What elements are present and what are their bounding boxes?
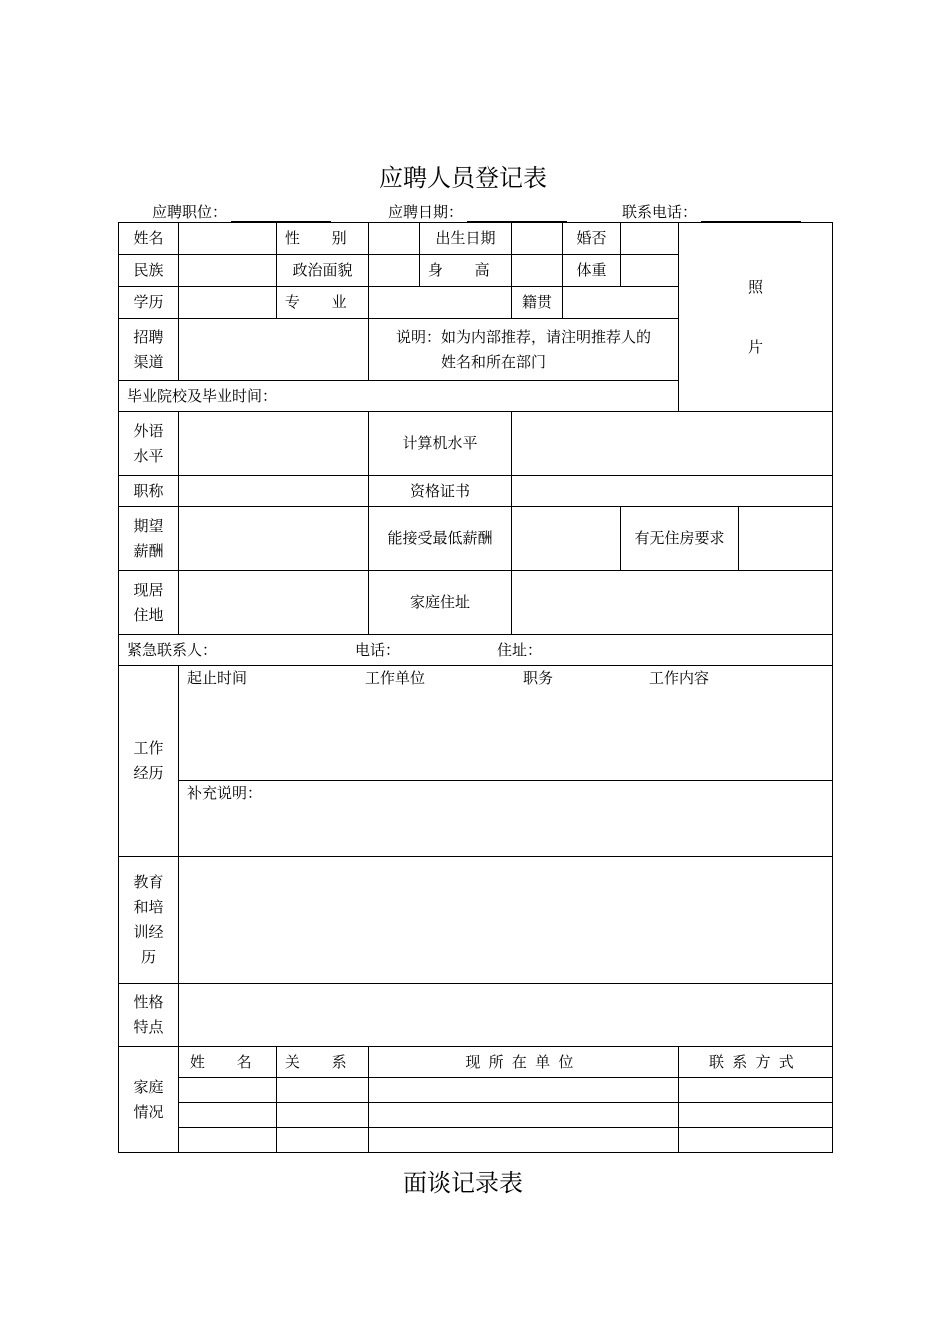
supplement-area[interactable] — [179, 781, 833, 857]
page-title: 应聘人员登记表 — [379, 164, 547, 192]
political-input[interactable] — [369, 255, 420, 287]
position-label: 应聘职位： — [152, 203, 228, 221]
table-row — [119, 1078, 833, 1103]
family-contact-input[interactable] — [679, 1078, 833, 1103]
family-relation-input[interactable] — [277, 1078, 369, 1103]
photo-label-2: 片 — [748, 338, 764, 356]
supplement-label: 补充说明： — [187, 784, 263, 802]
family-name-input[interactable] — [179, 1078, 277, 1103]
gender-label: 性 别 — [277, 223, 369, 255]
marital-label: 婚否 — [563, 223, 621, 255]
work-period-header: 起止时间 — [187, 669, 248, 687]
registration-form — [118, 222, 833, 1153]
family-relation-input[interactable] — [277, 1128, 369, 1153]
family-relation-header: 关 系 — [277, 1047, 369, 1078]
family-contact-input[interactable] — [679, 1128, 833, 1153]
housing-input[interactable] — [739, 507, 833, 571]
education-input[interactable] — [179, 287, 277, 319]
table-row — [119, 1103, 833, 1128]
work-position-header: 职务 — [523, 669, 554, 687]
title-input[interactable] — [179, 476, 369, 507]
family-relation-input[interactable] — [277, 1103, 369, 1128]
personality-label: 性格特点 — [119, 984, 179, 1047]
residence-input[interactable] — [179, 571, 369, 635]
family-name-header: 姓 名 — [179, 1047, 277, 1078]
ethnicity-label: 民族 — [119, 255, 179, 287]
phone-line[interactable] — [701, 206, 801, 222]
channel-note-line-2: 姓名和所在部门 — [440, 352, 546, 371]
work-content-header: 工作内容 — [649, 669, 710, 687]
hometown-label: 籍贯 — [512, 287, 563, 319]
position-field[interactable] — [152, 201, 331, 222]
table-row — [119, 1128, 833, 1153]
language-label: 外语水平 — [119, 412, 179, 476]
home-address-label: 家庭住址 — [369, 571, 512, 635]
major-input[interactable] — [369, 287, 512, 319]
birth-date-input[interactable] — [512, 223, 563, 255]
computer-label: 计算机水平 — [369, 412, 512, 476]
height-input[interactable] — [512, 255, 563, 287]
emergency-phone-label: 电话： — [355, 640, 401, 659]
title-label: 职称 — [119, 476, 179, 507]
language-input[interactable] — [179, 412, 369, 476]
emergency-address-label: 住址： — [497, 640, 543, 659]
family-company-input[interactable] — [369, 1128, 679, 1153]
phone-label: 联系电话： — [622, 203, 698, 221]
emergency-row[interactable] — [119, 635, 833, 666]
family-company-input[interactable] — [369, 1103, 679, 1128]
family-name-input[interactable] — [179, 1128, 277, 1153]
min-salary-input[interactable] — [512, 507, 621, 571]
family-contact-input[interactable] — [679, 1103, 833, 1128]
name-input[interactable] — [179, 223, 277, 255]
photo-box[interactable] — [679, 223, 833, 412]
name-label: 姓名 — [119, 223, 179, 255]
phone-field[interactable] — [622, 201, 801, 222]
work-history-area[interactable] — [179, 666, 833, 781]
housing-label: 有无住房要求 — [621, 507, 739, 571]
family-company-header: 现所在单位 — [369, 1047, 679, 1078]
emergency-contact-label: 紧急联系人： — [127, 640, 218, 659]
photo-label-1: 照 — [748, 278, 764, 296]
expected-salary-input[interactable] — [179, 507, 369, 571]
hometown-input[interactable] — [563, 287, 679, 319]
training-area[interactable] — [179, 857, 833, 984]
date-field[interactable] — [388, 201, 567, 222]
birth-date-label: 出生日期 — [420, 223, 512, 255]
political-label: 政治面貌 — [277, 255, 369, 287]
channel-label: 招聘渠道 — [119, 319, 179, 381]
family-label: 家庭情况 — [119, 1047, 179, 1153]
major-label: 专 业 — [277, 287, 369, 319]
min-salary-label: 能接受最低薪酬 — [369, 507, 512, 571]
date-label: 应聘日期： — [388, 203, 464, 221]
weight-label: 体重 — [563, 255, 621, 287]
family-name-input[interactable] — [179, 1103, 277, 1128]
personality-area[interactable] — [179, 984, 833, 1047]
ethnicity-input[interactable] — [179, 255, 277, 287]
computer-input[interactable] — [512, 412, 833, 476]
work-history-label: 工作经历 — [119, 666, 179, 857]
marital-input[interactable] — [621, 223, 679, 255]
date-line[interactable] — [467, 206, 567, 222]
height-label: 身 高 — [420, 255, 512, 287]
residence-label: 现居住地 — [119, 571, 179, 635]
channel-input[interactable] — [179, 319, 369, 381]
channel-note — [369, 319, 679, 381]
home-address-input[interactable] — [512, 571, 833, 635]
channel-note-line-1: 说明：如为内部推荐，请注明推荐人的 — [395, 327, 651, 346]
graduation-field[interactable]: 毕业院校及毕业时间： — [119, 381, 679, 412]
education-label: 学历 — [119, 287, 179, 319]
weight-input[interactable] — [621, 255, 679, 287]
certificate-input[interactable] — [512, 476, 833, 507]
interview-record-title: 面谈记录表 — [403, 1169, 523, 1197]
family-contact-header: 联系方式 — [679, 1047, 833, 1078]
position-line[interactable] — [231, 206, 331, 222]
certificate-label: 资格证书 — [369, 476, 512, 507]
expected-salary-label: 期望薪酬 — [119, 507, 179, 571]
work-company-header: 工作单位 — [365, 669, 426, 687]
training-label: 教育和培训经历 — [119, 857, 179, 984]
gender-input[interactable] — [369, 223, 420, 255]
family-company-input[interactable] — [369, 1078, 679, 1103]
